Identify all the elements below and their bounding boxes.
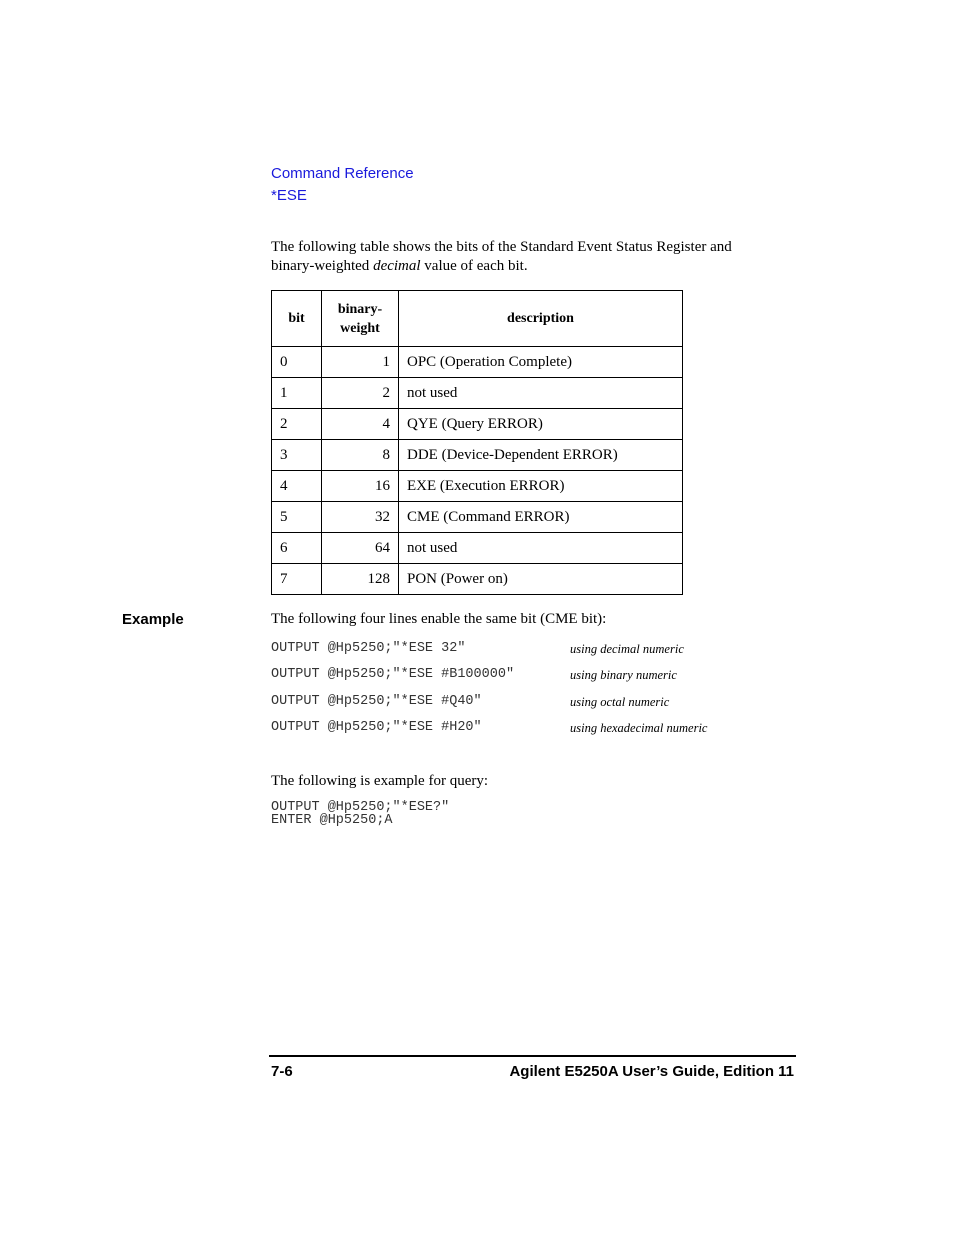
cell-description: DDE (Device-Dependent ERROR) <box>399 440 683 471</box>
intro-text-before: The following table shows the bits of the Standard Event Status Register and binary-weighted <box>271 239 732 274</box>
code-text: OUTPUT @Hp5250;"*ESE #H20" <box>271 720 482 735</box>
code-text: OUTPUT @Hp5250;"*ESE #Q40" <box>271 694 482 709</box>
code-text: OUTPUT @Hp5250;"*ESE #B100000" <box>271 667 515 682</box>
table-row <box>272 347 683 378</box>
cell-bit: 0 <box>272 347 322 378</box>
code-example-line <box>271 641 751 659</box>
query-code-line: OUTPUT @Hp5250;"*ESE?" <box>271 800 450 815</box>
status-register-table <box>271 290 683 595</box>
code-example-line <box>271 720 751 738</box>
cell-description: EXE (Execution ERROR) <box>399 471 683 502</box>
cell-description: CME (Command ERROR) <box>399 502 683 533</box>
table-header-row <box>272 291 683 347</box>
cell-description: not used <box>399 378 683 409</box>
table-row <box>272 378 683 409</box>
header-weight-line1: binary- <box>337 301 383 317</box>
table-row <box>272 440 683 471</box>
code-comment: using decimal numeric <box>570 642 684 656</box>
code-comment: using octal numeric <box>570 695 670 709</box>
cell-weight: 4 <box>322 409 399 440</box>
breadcrumb-section[interactable]: Command Reference <box>271 165 414 182</box>
code-example-line <box>271 667 751 685</box>
code-text: OUTPUT @Hp5250;"*ESE 32" <box>271 641 466 656</box>
intro-emphasis: decimal <box>373 258 421 274</box>
cell-description: OPC (Operation Complete) <box>399 347 683 378</box>
cell-bit: 1 <box>272 378 322 409</box>
page-number: 7-6 <box>271 1063 293 1080</box>
cell-description: QYE (Query ERROR) <box>399 409 683 440</box>
header-bit: bit <box>272 291 322 347</box>
cell-weight: 128 <box>322 564 399 595</box>
cell-weight: 2 <box>322 378 399 409</box>
cell-bit: 2 <box>272 409 322 440</box>
cell-weight: 1 <box>322 347 399 378</box>
query-intro: The following is example for query: <box>271 773 489 789</box>
intro-paragraph <box>271 238 771 276</box>
cell-bit: 7 <box>272 564 322 595</box>
code-comment: using hexadecimal numeric <box>570 721 708 735</box>
query-code-line: ENTER @Hp5250;A <box>271 813 393 828</box>
cell-description: not used <box>399 533 683 564</box>
cell-weight: 8 <box>322 440 399 471</box>
footer-divider <box>269 1055 796 1057</box>
table-row <box>272 471 683 502</box>
header-weight-line2: weight <box>340 320 380 336</box>
example-intro: The following four lines enable the same bit (CME bit): <box>271 611 607 627</box>
breadcrumb-command[interactable]: *ESE <box>271 187 307 204</box>
footer-title: Agilent E5250A User’s Guide, Edition 11 <box>509 1063 794 1080</box>
cell-bit: 4 <box>272 471 322 502</box>
code-example-line <box>271 694 751 712</box>
code-comment: using binary numeric <box>570 668 677 682</box>
cell-weight: 64 <box>322 533 399 564</box>
cell-description: PON (Power on) <box>399 564 683 595</box>
cell-weight: 16 <box>322 471 399 502</box>
example-heading: Example <box>122 611 184 628</box>
header-description: description <box>399 291 683 347</box>
header-weight <box>322 291 399 347</box>
cell-bit: 3 <box>272 440 322 471</box>
cell-weight: 32 <box>322 502 399 533</box>
query-code-block <box>271 801 449 827</box>
cell-bit: 5 <box>272 502 322 533</box>
cell-bit: 6 <box>272 533 322 564</box>
table-row <box>272 409 683 440</box>
intro-text-after: value of each bit. <box>420 258 528 274</box>
table-row <box>272 533 683 564</box>
table-row <box>272 502 683 533</box>
table-row <box>272 564 683 595</box>
